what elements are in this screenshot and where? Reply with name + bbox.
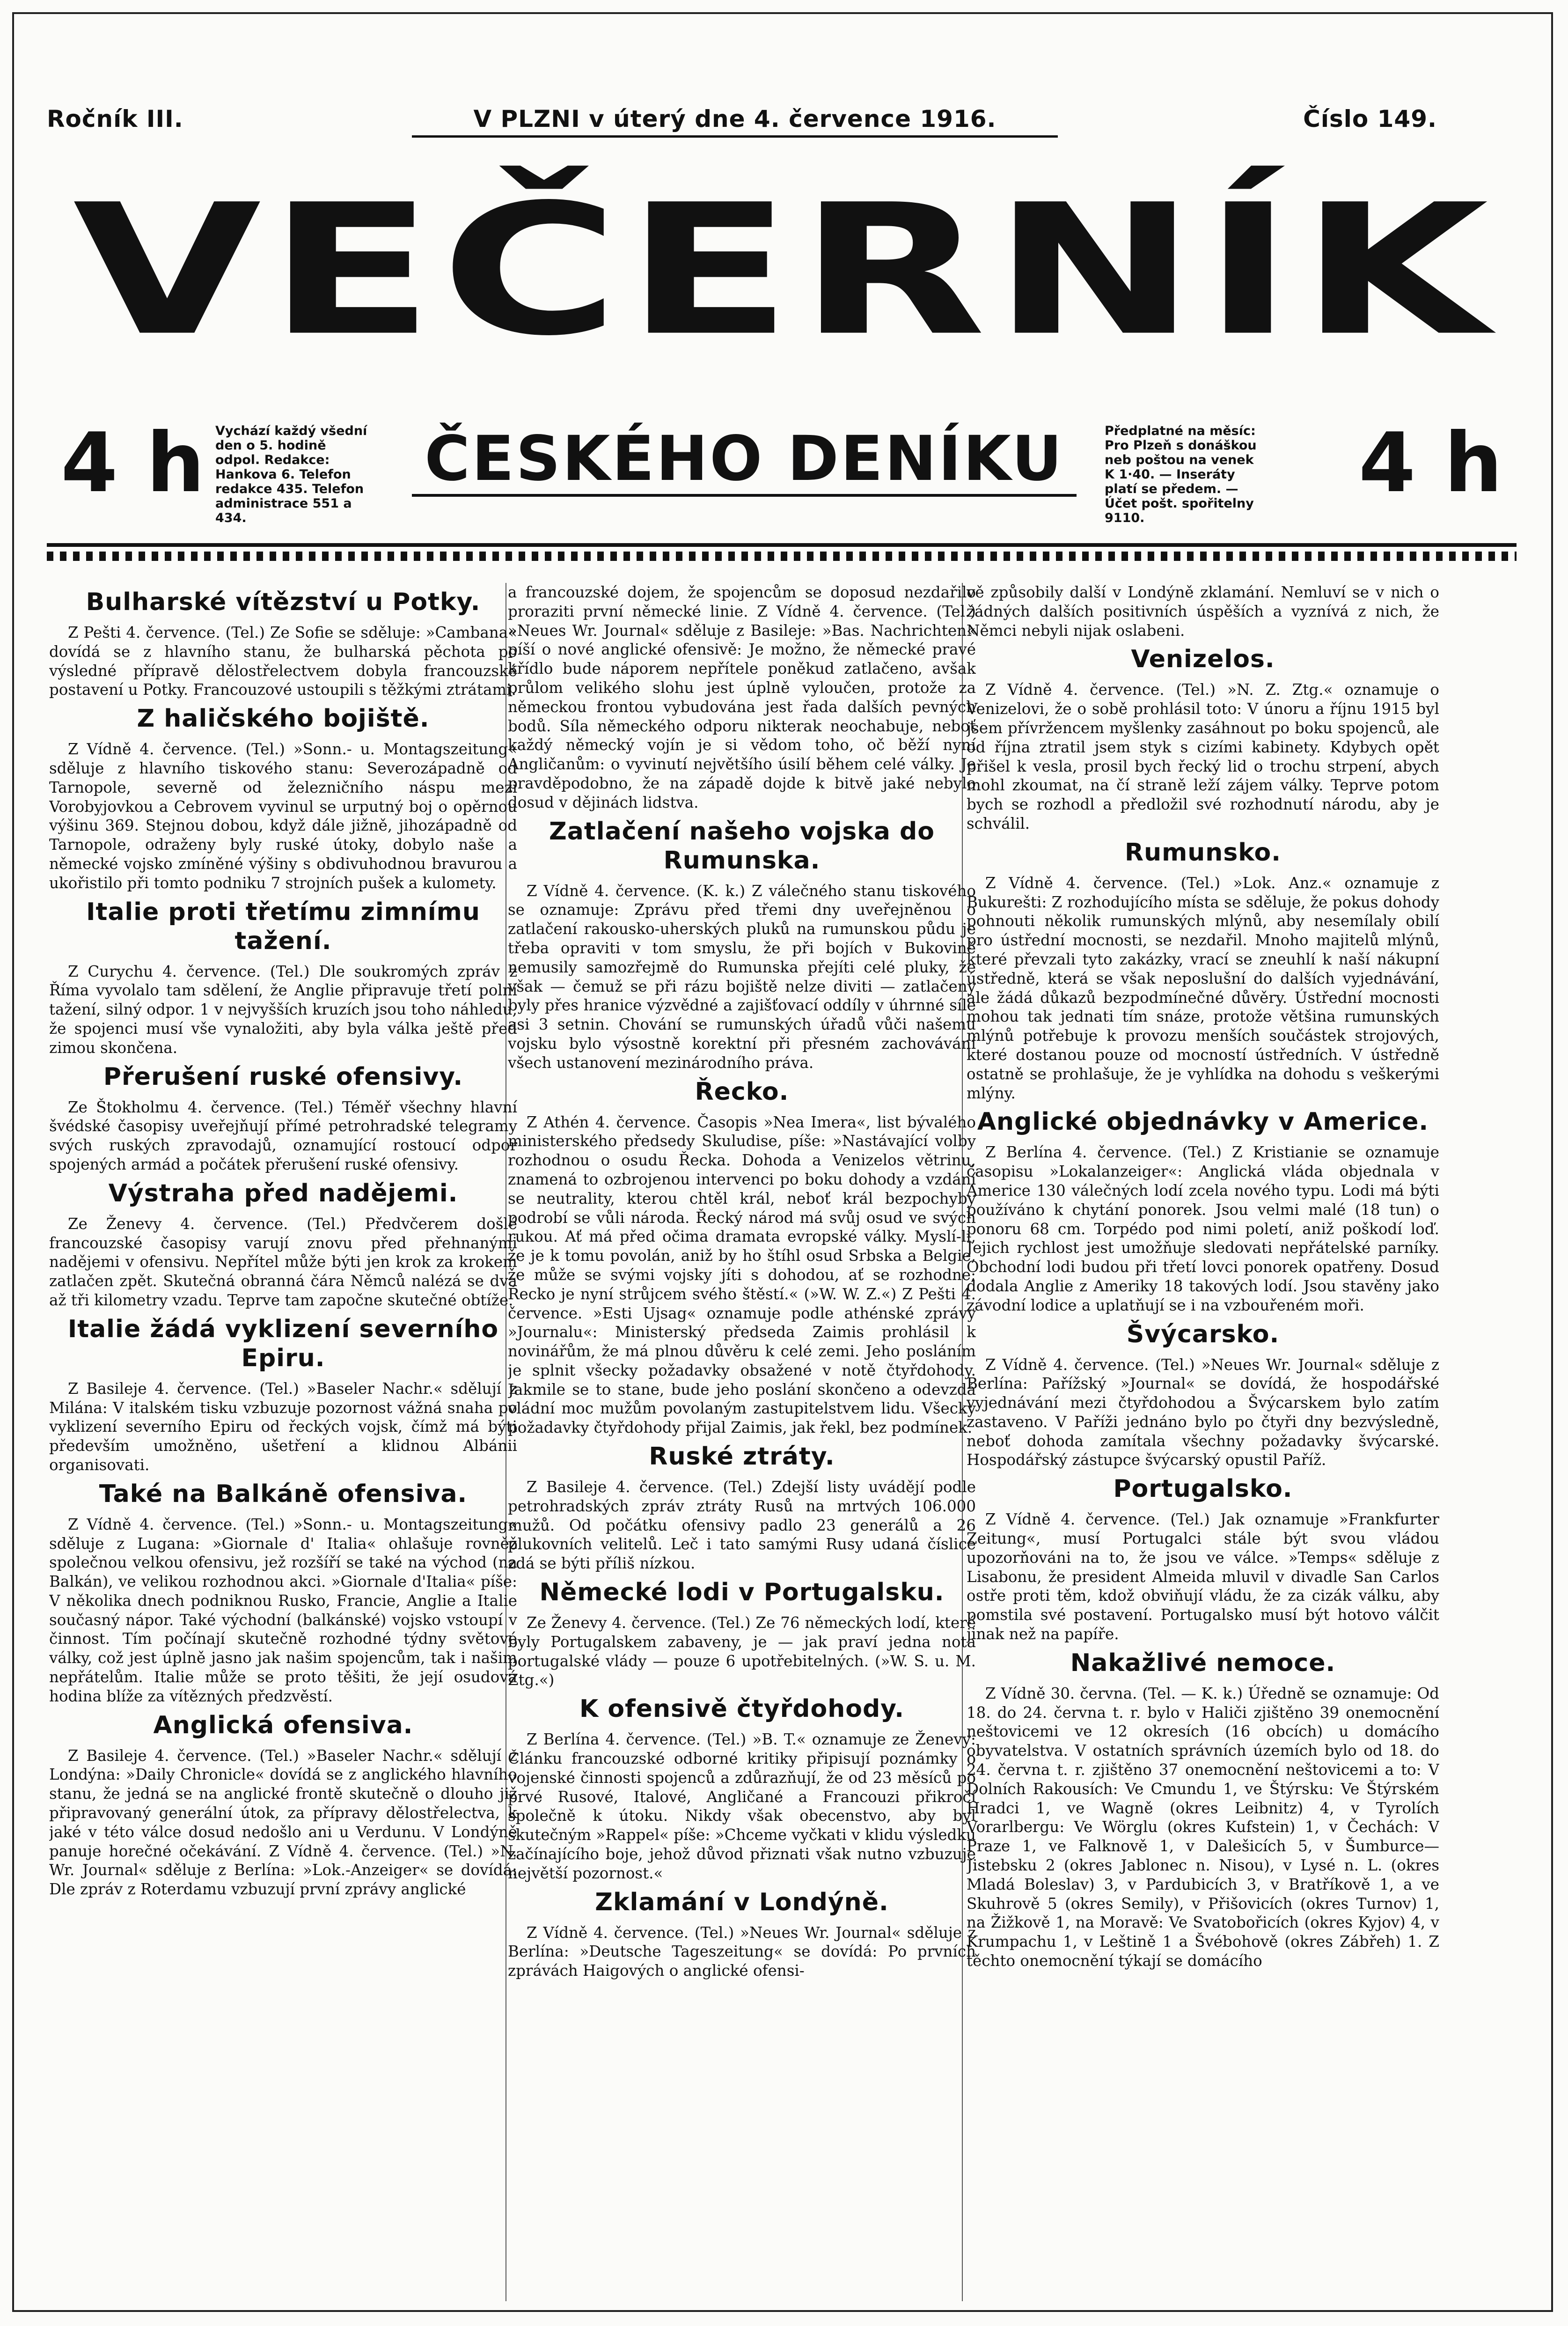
article-body: Z Berlína 4. července. (Tel.) »B. T.« oznamuje ze Ženevy: Článku francouzské odborné kritiky připisují poznámky o vojenské činnosti spojenců a zdůrazňují, že od 23 měsíců po prvé Rusové, Italové, Angličané a Francouzi přikročí společně k útoku. Nikdy však obecenstvo, aby byl skutečným »Rappel« píše: »Chceme vyčkati v klidu výsledku začínajícího boje, jehož důvod přiznati však nutno vzbuzuje největší pozornost.« — [508, 1730, 976, 1882]
article-headline: Anglické objednávky v Americe. — [977, 1108, 1429, 1136]
article-headline: K ofensivě čtyřdohody. — [579, 1695, 905, 1723]
article-body: Z Vídně 4. července. (K. k.) Z válečného stanu tiskového se oznamuje: Zprávu před třemi dny uveřejněnou o zatlačení rakousko-uherských pluků na rumunskou půdu je třeba opraviti v tom smyslu, že při bojích v Bukovině nemusily samozřejmě do Rumunska přejíti celé pluky, že však — čemuž se při rázu bojiště nelze diviti — zatlačeny byly přes hranice výzvědné a zajišťovací oddíly v úhrnné síle asi 3 setnin. Chování se rumunských úřadů vůči našemu vojsku bylo výsostně korektní při přesném zachovávání všech ustanovení mezinárodního práva. — [508, 882, 976, 1072]
article-headline: Italie žádá vyklizení severního Epiru. — [67, 1315, 499, 1372]
article-headline: Bulharské vítězství u Potky. — [86, 588, 481, 616]
article-headline: Řecko. — [695, 1077, 789, 1106]
column-3 — [967, 583, 1439, 2301]
article-body: Ze Ženevy 4. července. (Tel.) Předvčerem došlé francouzské časopisy varují znovu před přehnanými nadějemi v ofensivu. Nepřítel může býti jen krok za krokem zatlačen zpět. Skutečná obranná čára Němců nalézá se dva až tři kilometry vzadu. Teprve tam započne skutečné obtíže. — [49, 1215, 517, 1309]
column-1 — [49, 583, 517, 2301]
article-headline: Švýcarsko. — [1126, 1320, 1280, 1348]
article-headline: Německé lodi v Portugalsku. — [539, 1578, 945, 1607]
subscription-info: Předplatné na měsíc: Pro Plzeň s donáškou neb poštou na venek K 1·40. — Inseráty platí se předem. — Účet pošt. spořitelny 9110. — [1105, 424, 1257, 525]
article-body: Z Basileje 4. července. (Tel.) »Baseler Nachr.« sdělují z Milána: V italském tisku vzbuzuje pozornost vážná snaha po vyklizení severního Epiru od řeckých vojsk, čímž má býti především umožněno, ušetření a klidnou Albánii organisovati. — [49, 1379, 517, 1474]
masthead-rule — [47, 543, 1517, 547]
article-body: Z Vídně 30. června. (Tel. — K. k.) Úředně se oznamuje: Od 18. do 24. června t. r. bylo v Haliči zjištěno 39 onemocnění neštovicemi ve 12 okresích (16 obcích) u domácího obyvatelstva. V ostatních správních územích bylo od 18. do 24. června t. r. zjištěno 37 onemocnění neštovicemi a to: V Dolních Rakousích: Ve Cmundu 1, ve Štýrsku: Ve Štýrském Hradci 1, ve Wagně (okres Leibnitz) 4, v Tyrolích Vorarlbergu: Ve Wörglu (okres Kufstein) 1, v Čechách: V Praze 1, ve Falknově 1, v Dalešicích 5, v Šumburce—Jistebsku 2 (okres Jablonec n. Nisou), v Lysé n. L. (okres Mladá Boleslav) 3, v Pardubicích 3, v Bratříkově 1, a ve Skuhrově 5 (okres Semily), v Přišovicích (okres Turnov) 1, na Žižkově 1, na Moravě: Ve Svatobořicích (okres Kyjov) 4, v Krumpachu 1, v Leštině 1 a Švébohově (okres Zábřeh) 1. Z těchto onemocnění týkají se domácího — [967, 1684, 1439, 1970]
article-body: Z Vídně 4. července. (Tel.) »Neues Wr. Journal« sděluje z Berlína: Pařížský »Journal« se dovídá, že hospodářské vyjednávání mezi čtyřdohodou a Švýcarskem bylo zatím zastaveno. V Paříži jednáno bylo po čtyři dny bezvýsledně, neboť dohoda zamítala všechny požadavky švýcarské. Hospodářský zástupce švýcarský opustil Paříž. — [967, 1355, 1439, 1469]
article-headline: Anglická ofensiva. — [153, 1711, 413, 1739]
article-body: Z Pešti 4. července. (Tel.) Ze Sofie se sděluje: »Cambana« dovídá se z hlavního stanu, že bulharská pěchota po výsledné přípravě dělostřelectvem dobyla francouzské postavení u Potky. Francouzové ustoupili s těžkými ztrátami. — [49, 624, 517, 699]
price-right: 4 h — [1358, 416, 1502, 511]
article-headline: Ruské ztráty. — [649, 1443, 835, 1471]
publication-info: Vychází každý všední den o 5. hodině odpol. Redakce: Hankova 6. Telefon redakce 435. Telefon administrace 551 a 434. — [215, 424, 367, 525]
article-headline: Nakažlivé nemoce. — [1070, 1649, 1336, 1677]
masthead-title: VEČERNÍK — [73, 165, 1495, 375]
article-body: a francouzské dojem, že spojencům se doposud nezdařilo proraziti první německé linie. Z Vídně 4. července. (Tel.) »Neues Wr. Journal« sděluje z Basileje: »Bas. Nachrichten« píší o nové anglické ofensivě: Je možno, že německé pravé křídlo bude náporem nepřítele poněkud zatlačeno, avšak průlom velikého slohu jest úplně vyloučen, protože za německou frontou vybudována jest řada dalších pevných bodů. Síla německého odporu nikterak neochabuje, neboť každý německý vojín je si vědom toho, oč běží nyní Angličanům: o vyvinutí největšího úsilí během celé války. Je pravděpodobno, že na západě dojde k bitvě jaké nebylo dosud v dějinách lidstva. — [508, 583, 976, 811]
article-body: Z Curychu 4. července. (Tel.) Dle soukromých zpráv z Říma vyvolalo tam sdělení, že Anglie připravuje třetí polní tažení, silný odpor. 1 v nejvyšších kruzích jsou toho náhledu, že spojenci musí vše vynaložiti, aby byla válka ještě před zimou skončena. — [49, 962, 517, 1057]
article-headline: Také na Balkáně ofensiva. — [99, 1480, 468, 1508]
article-body: Z Basileje 4. července. (Tel.) »Baseler Nachr.« sdělují z Londýna: »Daily Chronicle« dovídá se z anglického hlavního stanu, že jedná se na anglické frontě skutečně o dlouho již připravovaný generální útok, za přípravy dělostřelectva, k jaké v této válce dosud nedošlo ani u Verdunu. V Londýně panuje horečné očekávání. Z Vídně 4. července. (Tel.) »N. Wr. Journal« sděluje z Berlína: »Lok.-Anzeiger« se dovídá: Dle zpráv z Roterdamu vzbuzují první zprávy anglické — [49, 1746, 517, 1899]
article-body: Z Vídně 4. července. (Tel.) »N. Z. Ztg.« oznamuje o Venizelovi, že o sobě prohlásil toto: V únoru a říjnu 1915 byl jsem přívržencem myšlenky zasáhnout po boku spojenců, ale od října ztratil jsem styk s cizími kabinety. Kdybych opět přišel k vesla, prosil bych řecký lid o trochu strpení, abych mohl zkoumat, na čí straně leží zájem války. Teprve potom bych se rozhodl a předložil své rozhodnutí národu, aby je schválil. — [967, 681, 1439, 832]
price-left: 4 h — [61, 416, 205, 511]
article-headline: Přerušení ruské ofensivy. — [103, 1062, 463, 1091]
article-headline: Portugalsko. — [1113, 1475, 1293, 1503]
article-headline: Italie proti třetímu zimnímu tažení. — [86, 898, 480, 955]
masthead-subtitle: ČESKÉHO DENÍKU — [412, 424, 1077, 497]
article-body: vě způsobily další v Londýně zklamání. Nemluví se v nich o žádných dalších positivních úspěších a vyznívá z nich, že Němci nebyli nijak oslabeni. — [967, 583, 1439, 640]
column-2 — [508, 583, 976, 2301]
article-body: Z Vídně 4. července. (Tel.) »Neues Wr. Journal« sděluje z Berlína: »Deutsche Tageszeitung« se dovídá: Po prvních zprávách Haigových o anglické ofensi- — [508, 1923, 976, 1980]
article-body: Ze Ženevy 4. července. (Tel.) Ze 76 německých lodí, které byly Portugalskem zabaveny, je — jak praví jedna nota portugalské vlády — pouze 6 upotřebitelných. (»W. S. u. M. Ztg.«) — [508, 1614, 976, 1689]
article-headline: Výstraha před nadějemi. — [108, 1179, 458, 1207]
article-body: Z Vídně 4. července. (Tel.) »Lok. Anz.« oznamuje z Bukurešti: Z rozhodujícího místa se sděluje, že pokus dohody pohnouti několik rumunských mlýnů, aby nesemílaly obilí pro ústřední mocnosti, se nezdařil. Mnoho majitelů mlýnů, které převzali tyto zakázky, vrací se zneuhlí k naší nákupní ústředně, která se však neposlušní do dalších vyjednávání, ale žádá důkazů bezpodmínečné důvěry. Ústřední mocnosti mohou tak jednati tím snáze, protože většina rumunských mlýnů potřebuje k provozu menších součástek strojových, které dostanou pouze od mocností ústředních. V ústředně ostatně se prohlašuje, že je vyhlídka na dohodu s veškerými mlýny. — [967, 874, 1439, 1102]
issue-number: Číslo 149. — [1303, 105, 1437, 132]
article-headline: Rumunsko. — [1125, 838, 1281, 867]
article-body: Z Athén 4. července. Časopis »Nea Imera«, list bývalého ministerského předsedy Skuludise, píše: »Nastávající volby rozhodnou o osudu Řecka. Dohoda a Venizelos větrinu, znamená to ozbrojenou intervenci po boku dohody a vzdání se neutrality, kterou chtěl král, neboť král bezpochyby podrobí se vůli národa. Řecký národ má svůj osud ve svých rukou. Ať má před očima dramata evropské války. Myslí-li, že je k tomu povolán, aniž by ho štíhl osud Srbska a Belgie, že může se svými vojsky jíti s dohodou, ať se rozhodne; Řecko je nyní strůjcem svého štěstí.« (»W. W. Z.«) Z Pešti 4. července. »Esti Ujsag« oznamuje podle athénské zprávy »Journalu«: Ministerský předseda Zaimis prohlásil k novinářům, že má plnou důvěru k celé zemi. Jeho posláním je splnit všecky požadavky obsažené v notě čtyřdohody. Jakmile se to stane, bude jeho poslání skončeno a odevzdá vládní moc mužům povolaným zastupitelstvem lidu. Všecky požadavky čtyřdohody přijal Zaimis, jak řekl, bez podmínek. — [508, 1113, 976, 1437]
article-headline: Z haličského bojiště. — [137, 705, 430, 733]
article-body: Ze Štokholmu 4. července. (Tel.) Téměř všechny hlavní švédské časopisy uveřejňují přímé petrohradské telegramy svých ruských zpravodajů, oznamující rostoucí odpor spojených armád a počátek přerušení ruské ofensivy. — [49, 1098, 517, 1173]
article-headline: Venizelos. — [1131, 645, 1275, 674]
article-body: Z Berlína 4. července. (Tel.) Z Kristianie se oznamuje časopisu »Lokalanzeiger«: Anglická vláda objednala v Americe 130 válečných lodí zcela nového typu. Lodi má býti používáno k chytání ponorek. Jsou velmi malé (18 tun) o ponoru 68 cm. Torpédo pod nimi poletí, aniž poškodí loď. Jejich rychlost jest umožňuje sledovati nepřátelské parníky. Obchodní lodi budou při třetí lovci ponorek opatřeny. Dosud dodala Anglie z Ameriky 18 takových lodí. Jsou stavěny jako závodní lodice a uplatňují se i na vzbouřeném moři. — [967, 1143, 1439, 1314]
article-body: Z Vídně 4. července. (Tel.) Jak oznamuje »Frankfurter Zeitung«, musí Portugalci stále být svou vládou upozorňováni na to, že jsou ve válce. »Temps« sděluje z Lisabonu, že president Almeida mluvil v divadle San Carlos ostře proti těm, kdož obviňují vládu, že za cizák válku, aby pomstila své postavení. Portugalsko musí být hotovo válčit jinak než na papíře. — [967, 1510, 1439, 1643]
article-body: Z Basileje 4. července. (Tel.) Zdejší listy uvádějí podle petrohradských zpráv ztráty Rusů na mrtvých 106.000 mužů. Od počátku ofensivy padlo 23 generálů a 26 plukovních velitelů. Leč i tato samými Rusy udaná číslice zdá se býti příliš nízkou. — [508, 1478, 976, 1573]
article-body: Z Vídně 4. července. (Tel.) »Sonn.- u. Montagszeitung« sděluje z hlavního tiskového stanu: Severozápadně od Tarnopole, severně od železničního náspu mezi Vorobyjovkou a Cebrovem vyvinul se urputný boj o opěrnou výšinu 369. Stejnou dobou, když dále jižně, jihozápadně od Tarnopole, odraženy byly ruské útoky, dobylo naše a německé vojsko zmíněné výšiny s obdivuhodnou bravurou a ukořistilo při tomto podniku 7 strojních pušek a kulomety. — [49, 740, 517, 892]
decorative-dash-rule — [47, 552, 1517, 561]
article-body: Z Vídně 4. července. (Tel.) »Sonn.- u. Montagszeitung« sděluje z Lugana: »Giornale d' Italia« ohlašuje rovněž společnou velkou ofensivu, jež rozšíří se také na východ (na Balkán), ve velikou rozhodnou akci. »Giornale d'Italia« píše: V několika dnech podniknou Rusko, Francie, Anglie a Italie současný nápor. Také východní (balkánské) vojsko vstoupí v činnost. Tím počínají skutečně rozhodné týdny světové války, což jest úplně jasno jak našim spojencům, tak i našim nepřátelům. Italie může se proto těšiti, že její osudová hodina blíže za vítězných předzvěstí. — [49, 1515, 517, 1705]
volume-label: Ročník III. — [47, 105, 183, 132]
article-headline: Zklamání v Londýně. — [595, 1888, 889, 1916]
article-headline: Zatlačení našeho vojska do Rumunska. — [549, 817, 935, 875]
dateline: V PLZNI v úterý dne 4. července 1916. — [412, 105, 1058, 138]
